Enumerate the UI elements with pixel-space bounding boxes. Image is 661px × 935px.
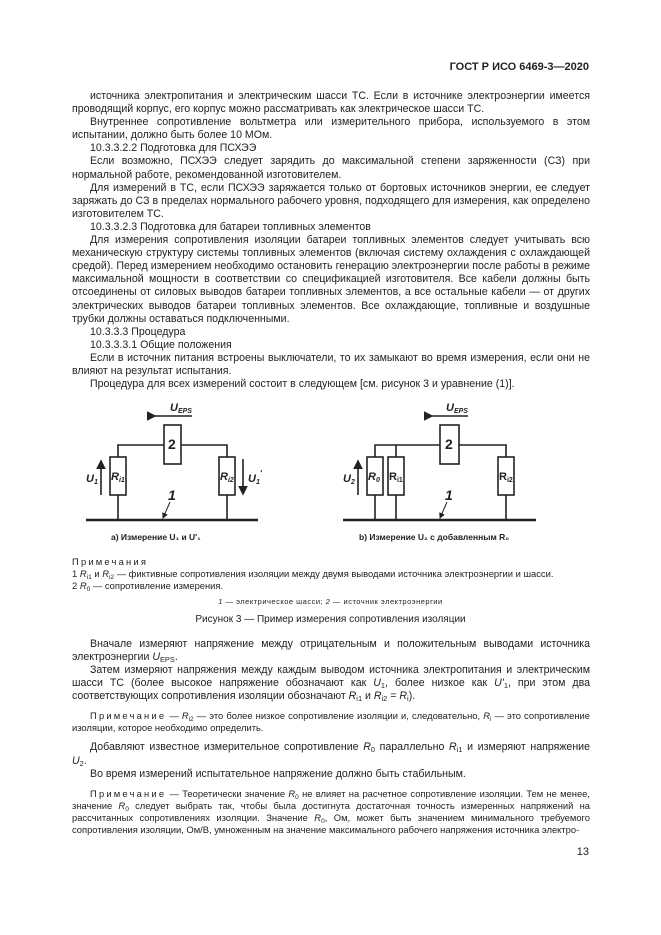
subscript: i2 — [108, 573, 115, 581]
text-run: и — [91, 568, 103, 579]
paragraph — [72, 155, 590, 181]
source-label-a: 2 — [168, 436, 176, 452]
ri1-label-a: R — [111, 471, 119, 483]
caption-a: a) Измерение U₁ и U'₁ — [111, 532, 201, 542]
u2-label: U — [343, 473, 351, 485]
text-run: 10.3.3.2.3 Подготовка для батареи топливных элементов — [90, 220, 371, 233]
section-heading — [72, 142, 590, 155]
paragraph — [72, 116, 590, 142]
paragraph — [72, 768, 590, 781]
text-run: Если в источник питания встроены выключатели, то их замыкают во время измерения, если они не влияют на результат испытания. — [72, 351, 590, 377]
text-run: — это более низкое сопротивление изоляции и, следовательно, — [193, 710, 484, 722]
math-variable: 1 — [218, 597, 223, 606]
figure-legend — [0, 597, 661, 606]
circuit-a — [86, 416, 258, 520]
text-run: — фиктивные сопротивления изоляции между двумя выводами источника электроэнергии и шасси. — [114, 568, 554, 579]
text-run: Если возможно, ПСХЭЭ следует зарядить до максимальной степени заряженности (СЗ) при нормальной работе, рекомендованной изготовителем. — [72, 155, 590, 181]
text-run: 10.3.3.3.1 Общие положения — [90, 338, 232, 351]
text-run: ). — [408, 690, 416, 703]
math-variable: R — [449, 741, 457, 754]
figure-caption: Рисунок 3 — Пример измерения сопротивления изоляции — [195, 614, 466, 625]
figure-3-circuit — [0, 395, 661, 550]
text-run: Добавляют известное измерительное сопротивление — [90, 741, 364, 754]
math-variable: U — [152, 651, 160, 664]
paragraph — [72, 352, 590, 378]
subscript: i1 — [356, 694, 363, 704]
text-run: — сопротивление измерения. — [90, 580, 224, 591]
math-variable: R — [181, 710, 189, 722]
ri2-label-a: R — [220, 471, 228, 483]
svg-text:Ri2: Ri2 — [499, 471, 513, 484]
subscript: 0 — [370, 745, 375, 755]
section-heading — [72, 339, 590, 352]
math-variable: U — [373, 677, 381, 690]
paragraph — [72, 638, 590, 664]
subscript: i1 — [86, 573, 92, 581]
paragraph — [72, 378, 590, 391]
caption-b: b) Измерение U₂ с добавленным R₀ — [359, 532, 510, 542]
document-header: ГОСТ Р ИСО 6469-3—2020 — [449, 61, 589, 73]
subscript: i2 — [188, 716, 194, 724]
subscript: i1 — [456, 745, 463, 755]
svg-text:U2: U2 — [343, 473, 355, 486]
svg-text:Ri1: Ri1 — [111, 471, 125, 484]
chassis-label-a: 1 — [168, 487, 176, 503]
svg-text:R0: R0 — [368, 471, 380, 484]
math-variable: R — [288, 787, 296, 799]
text-run: следует выбрать так, чтобы была достигнута достаточная точность измеренных напряжений на рассчитанных сопротивлениях изоляции. Значение — [72, 799, 590, 823]
text-run: не влияет на расчетное сопротивление изоляции. Тем не менее, значение — [72, 787, 590, 811]
text-run: Для измерений в ТС, если ПСХЭЭ заряжается только от бортовых источников энергии, ее следует заряжать до СЗ в пределах нормального рабочего уровня, подходящего для измерения, как определено изготовителем ТС. — [72, 181, 590, 220]
r0-label: R — [368, 471, 376, 483]
text-run: параллельно — [374, 741, 450, 754]
math-variable: R — [118, 799, 126, 811]
text-run: Процедура для всех измерений состоит в следующем [см. рисунок 3 и уравнение (1)]. — [90, 378, 515, 391]
paragraph — [72, 741, 590, 767]
subscript: 1 — [503, 681, 508, 691]
chassis-label-b: 1 — [445, 487, 453, 503]
math-variable: R — [483, 710, 490, 722]
subscript: 0 — [321, 817, 325, 825]
note-paragraph — [72, 788, 590, 836]
text-run: , Ом, может быть значением минимального требуемого сопротивления изоляции, Ом/В, умноженным на значение максимального рабочего напряжения источника электро- — [72, 811, 590, 835]
svg-text:UEPS: UEPS — [446, 402, 468, 415]
svg-text:U1': U1' — [248, 469, 262, 486]
math-variable: R — [363, 741, 371, 754]
subscript: i2 — [381, 694, 388, 704]
text-run: — электрическое шасси; — [222, 597, 326, 606]
paragraph — [72, 182, 590, 221]
u1-label: U — [86, 473, 94, 485]
ri2-label-b: R — [499, 471, 507, 483]
text-run: 2 — [72, 580, 80, 591]
subscript: 1 — [380, 681, 386, 691]
math-variable: U — [72, 754, 80, 767]
text-run: — — [166, 710, 182, 722]
note-paragraph — [72, 710, 590, 734]
text-run: и — [362, 690, 374, 703]
note-label: Примечание — [90, 787, 167, 799]
u-eps-label-a: U — [170, 402, 178, 414]
math-variable: R — [399, 690, 408, 703]
u1-prime-label: U — [248, 473, 256, 485]
circuit-b — [343, 416, 536, 520]
ri1-label-b: R — [389, 471, 397, 483]
text-run: Вначале измеряют напряжение между отрицательным и положительным выводами источника электроэнергии — [72, 638, 590, 664]
figure-notes — [72, 556, 590, 592]
subscript: 2 — [79, 758, 84, 768]
text-run: = — [387, 690, 400, 703]
text-run: . — [83, 754, 87, 767]
math-variable: R — [314, 811, 322, 823]
text-run: Для измерения сопротивления изоляции батареи топливных элементов следует учитывать всю механическую структуру системы топливных элементов (включая систему охлаждения с охлаждающей средой). Перед измерением необходимо остановить генерацию электроэнергии после работы в режиме максимальной мощности в соответствии со спецификацией изготовителя. Все кабели должны быть отсоединены от силовых выводов батареи топливных элементов, а все остальные кабели — от других электрических выводов батареи топливных элементов. Все охлаждающие, топливные и воздушные трубки должны оставаться подключенными. — [72, 234, 590, 325]
math-variable: U' — [494, 677, 504, 690]
subscript: 0 — [125, 805, 129, 813]
top-text-block — [72, 90, 590, 391]
text-run: 1 — [72, 568, 80, 579]
note-label: Примечание — [90, 710, 167, 722]
text-run: — это сопротивление изоляции, которое необходимо определить. — [72, 710, 590, 734]
text-run: и измеряют напряжение — [462, 741, 590, 754]
text-run: , более низкое как — [385, 677, 495, 690]
section-heading — [72, 221, 590, 234]
notes-title: Примечания — [72, 556, 149, 567]
subscript: 0 — [295, 793, 299, 801]
text-run: источника электропитания и электрическим шасси ТС. Если в источнике электроэнергии имеется проводящий корпус, его корпус можно рассматривать как электрическое шасси ТС. — [72, 90, 590, 116]
page-number: 13 — [576, 846, 589, 858]
paragraph — [72, 664, 590, 703]
svg-text:U1: U1 — [86, 473, 98, 486]
text-run: Во время измерений испытательное напряжение должно быть стабильным. — [90, 767, 466, 780]
text-run: — Теоретически значение — [166, 787, 289, 799]
math-variable: R — [348, 690, 357, 703]
paragraph — [72, 234, 590, 326]
text-run: — источник электроэнергии — [330, 597, 443, 606]
u-eps-label-b: U — [446, 402, 454, 414]
subscript: EPS — [159, 655, 175, 665]
text-run: , при этом два соответствующих сопротивления изоляции обозначают — [72, 677, 591, 703]
math-variable: R — [79, 568, 87, 579]
subscript: 0 — [86, 585, 91, 593]
text-run: Затем измеряют напряжения между каждым выводом источника электропитания и электрическим шасси ТС (более высокое напряжение обозначают как — [72, 664, 590, 690]
note-item — [72, 568, 590, 580]
svg-text:Ri1: Ri1 — [389, 471, 403, 484]
math-variable: 2 — [325, 597, 331, 606]
subscript: i — [489, 716, 492, 724]
text-run: 10.3.3.2.2 Подготовка для ПСХЭЭ — [90, 142, 257, 155]
section-heading — [72, 326, 590, 339]
text-run: 10.3.3.3 Процедура — [90, 325, 186, 338]
bottom-text-block — [72, 638, 590, 836]
math-variable: R — [102, 568, 109, 579]
svg-text:UEPS: UEPS — [170, 402, 192, 415]
text-run: . — [174, 651, 178, 664]
note-item — [72, 580, 590, 592]
math-variable: R — [79, 580, 87, 591]
paragraph — [72, 90, 590, 116]
subscript: i — [407, 694, 409, 704]
source-label-b: 2 — [445, 436, 453, 452]
math-variable: R — [373, 690, 382, 703]
svg-text:Ri2: Ri2 — [220, 471, 234, 484]
text-run: Внутреннее сопротивление вольтметра или измерительного прибора, используемого в этом испытании, должно быть более 10 МОм. — [72, 116, 590, 142]
